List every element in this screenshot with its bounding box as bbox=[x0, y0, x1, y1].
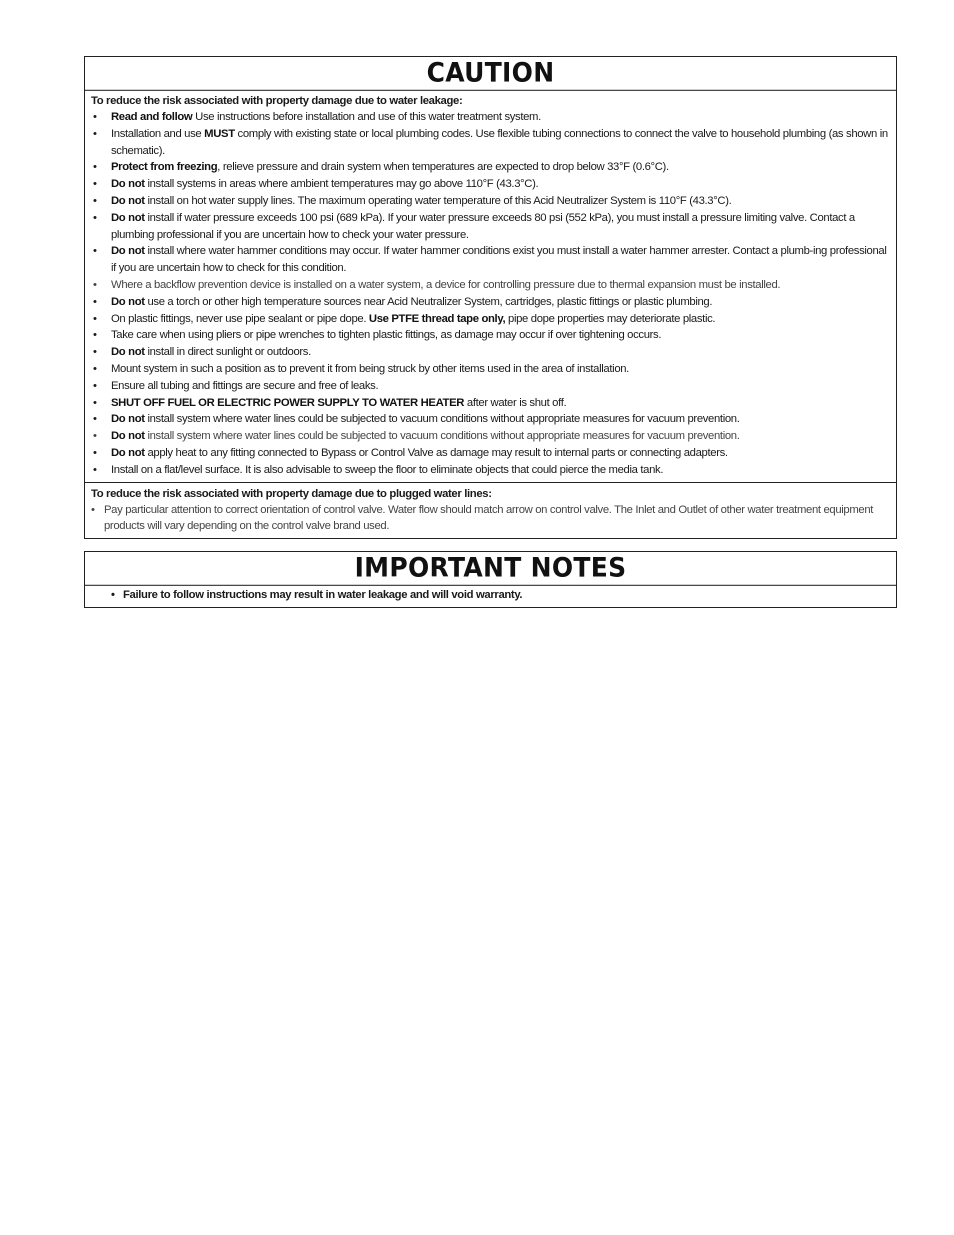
bullet-icon: • bbox=[93, 446, 97, 459]
item-text: Failure to follow instructions may result in water leakage and will void warranty. bbox=[123, 589, 523, 601]
list-item bbox=[91, 243, 890, 277]
notes-list bbox=[91, 587, 890, 604]
bullet-icon: • bbox=[93, 211, 97, 224]
item-emphasis: Do not bbox=[111, 346, 145, 359]
list-item bbox=[91, 361, 890, 378]
list-item bbox=[91, 411, 890, 428]
item-text: Take care when using pliers or pipe wrenches to tighten plastic fittings, as damage may occur if over tightening occurs. bbox=[111, 329, 662, 342]
bullet-icon: • bbox=[91, 503, 95, 516]
bullet-icon: • bbox=[93, 178, 97, 191]
plugged-list bbox=[91, 502, 890, 536]
list-item bbox=[91, 462, 890, 479]
item-text: install system where water lines could be subjected to vacuum conditions without appropriate measures for vacuum prevention. bbox=[144, 430, 740, 443]
item-text: use a torch or other high temperature sources near Acid Neutralizer System, cartridges, plastic fittings or plastic plumbing. bbox=[144, 295, 713, 308]
item-text: Use instructions before installation and use of this water treatment system. bbox=[192, 111, 541, 123]
caution-box bbox=[84, 56, 897, 539]
item-emphasis: Protect from freezing bbox=[111, 161, 218, 174]
item-text: install system where water lines could be subjected to vacuum conditions without appropriate measures for vacuum prevention. bbox=[144, 413, 740, 426]
list-item bbox=[91, 294, 890, 311]
bullet-icon: • bbox=[93, 379, 97, 392]
list-item bbox=[91, 193, 890, 210]
item-emphasis: Do not bbox=[111, 295, 145, 308]
item-text: Mount system in such a position as to prevent it from being struck by other items used in the area of installation. bbox=[111, 362, 629, 375]
list-item bbox=[91, 109, 890, 126]
important-notes-box bbox=[84, 551, 897, 608]
bullet-icon: • bbox=[111, 589, 115, 601]
list-item bbox=[91, 176, 890, 193]
list-item bbox=[91, 277, 890, 294]
bullet-icon: • bbox=[93, 396, 97, 409]
list-item bbox=[91, 378, 890, 395]
bullet-icon: • bbox=[93, 329, 97, 342]
item-text: install in direct sunlight or outdoors. bbox=[144, 346, 311, 359]
item-text: Ensure all tubing and fittings are secure and free of leaks. bbox=[111, 379, 379, 392]
item-text: On plastic fittings, never use pipe sealant or pipe dope. bbox=[111, 312, 369, 325]
list-item bbox=[91, 587, 890, 604]
item-text: apply heat to any fitting connected to Bypass or Control Valve as damage may result to internal parts or connecting adapters. bbox=[144, 446, 728, 459]
item-text: after water is shut off. bbox=[464, 396, 567, 409]
item-text: install on hot water supply lines. The maximum operating water temperature of this Acid Neutralizer System is 110°F (43.3°C). bbox=[144, 194, 732, 207]
list-item bbox=[91, 327, 890, 344]
bullet-icon: • bbox=[93, 312, 97, 325]
item-emphasis: Use PTFE thread tape only, bbox=[368, 312, 506, 325]
bullet-icon: • bbox=[93, 295, 97, 308]
item-text: install if water pressure exceeds 100 psi (689 kPa). If your water pressure exceeds 80 psi (552 kPa), you must install a pressure limiting valve. Contact a plumbing professional if you are uncertain how to check your water pressure. bbox=[111, 211, 855, 241]
item-emphasis: Do not bbox=[111, 413, 145, 426]
bullet-icon: • bbox=[93, 346, 97, 359]
bullet-icon: • bbox=[93, 245, 97, 258]
plugged-section bbox=[85, 482, 896, 539]
item-emphasis: Do not bbox=[111, 245, 145, 258]
item-emphasis: Read and follow bbox=[111, 111, 193, 123]
leakage-heading: To reduce the risk associated with property damage due to water leakage: bbox=[91, 95, 463, 107]
list-item bbox=[91, 502, 890, 536]
item-emphasis: Do not bbox=[111, 178, 145, 191]
item-emphasis: Do not bbox=[111, 446, 145, 459]
bullet-icon: • bbox=[93, 194, 97, 207]
item-emphasis: Do not bbox=[111, 194, 145, 207]
item-text: Install on a flat/level surface. It is also advisable to sweep the floor to eliminate objects that could pierce the media tank. bbox=[111, 463, 664, 476]
list-item bbox=[91, 311, 890, 328]
item-text: install systems in areas where ambient temperatures may go above 110°F (43.3°C). bbox=[144, 178, 539, 191]
bullet-icon: • bbox=[93, 413, 97, 426]
leakage-list bbox=[91, 109, 890, 479]
item-emphasis: Do not bbox=[111, 211, 145, 224]
list-item bbox=[91, 395, 890, 412]
item-emphasis: Do not bbox=[111, 430, 145, 443]
plugged-heading: To reduce the risk associated with property damage due to plugged water lines: bbox=[91, 487, 492, 500]
item-text: Pay particular attention to correct orientation of control valve. Water flow should match arrow on control valve. The Inlet and Outlet of other water treatment equipment products will vary depending on the control valve brand used. bbox=[104, 503, 874, 533]
notes-section bbox=[85, 585, 896, 607]
item-text: comply with existing state or local plumbing codes. Use flexible tubing connections to connect the valve to household plumbing (as shown in schematic). bbox=[111, 127, 888, 157]
item-text: Where a backflow prevention device is installed on a water system, a device for controlling pressure due to thermal expansion must be installed. bbox=[111, 278, 781, 291]
list-item bbox=[91, 159, 890, 176]
caution-title: CAUTION bbox=[85, 56, 896, 91]
item-text: install where water hammer conditions may occur. If water hammer conditions exist you must install a water hammer arrester. Contact a plumb-ing professional if you are uncertain how to check for this condition. bbox=[111, 245, 887, 275]
item-text: Installation and use bbox=[111, 127, 205, 140]
item-emphasis: SHUT OFF FUEL OR ELECTRIC POWER SUPPLY TO WATER HEATER bbox=[111, 396, 465, 409]
bullet-icon: • bbox=[93, 278, 97, 291]
item-text: pipe dope properties may deteriorate plastic. bbox=[505, 312, 716, 325]
important-notes-title: IMPORTANT NOTES bbox=[85, 551, 896, 586]
list-item bbox=[91, 344, 890, 361]
item-text: , relieve pressure and drain system when temperatures are expected to drop below 33°F (0.6°C). bbox=[217, 161, 669, 174]
bullet-icon: • bbox=[93, 463, 97, 476]
list-item bbox=[91, 210, 890, 244]
bullet-icon: • bbox=[93, 161, 97, 174]
bullet-icon: • bbox=[93, 127, 97, 140]
bullet-icon: • bbox=[93, 111, 97, 123]
item-emphasis: MUST bbox=[204, 127, 235, 140]
bullet-icon: • bbox=[93, 362, 97, 375]
bullet-icon: • bbox=[93, 430, 97, 443]
list-item bbox=[91, 126, 890, 160]
list-item bbox=[91, 445, 890, 462]
list-item bbox=[91, 428, 890, 445]
leakage-section bbox=[85, 90, 896, 482]
